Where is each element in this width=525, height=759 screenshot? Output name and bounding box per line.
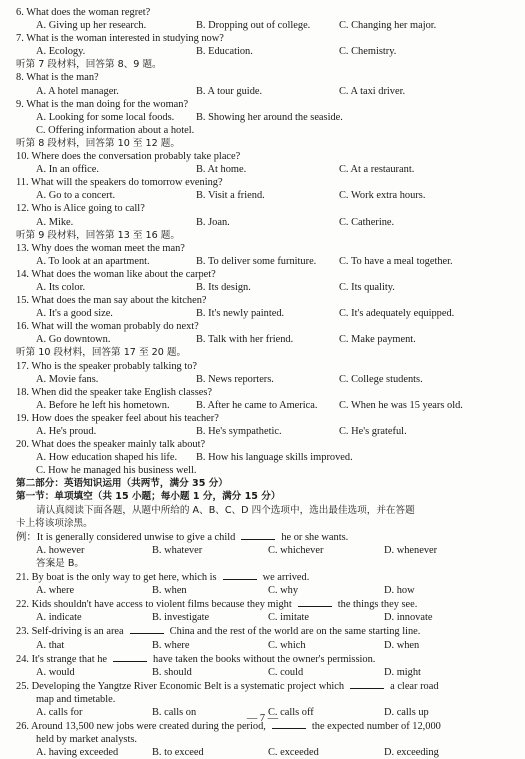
answer-option: B. A tour guide. bbox=[196, 85, 263, 97]
answer-option: B. He's sympathetic. bbox=[196, 426, 282, 437]
answer-option: A. that bbox=[36, 639, 65, 651]
question-text: China and the rest of the world are on the same starting line. bbox=[169, 626, 421, 638]
options-row bbox=[16, 425, 515, 438]
question-line: 17. Who is the speaker probably talking to? bbox=[16, 360, 198, 372]
answer-option: A. however bbox=[36, 544, 85, 556]
answer-option: D. when bbox=[384, 639, 420, 651]
answer-blank bbox=[113, 652, 147, 662]
options-row bbox=[16, 611, 515, 624]
answer-option: D. whenever bbox=[384, 544, 438, 556]
instruction-line: 听第 8 段材料，回答第 10 至 12 题。 bbox=[16, 137, 180, 149]
answer-option: B. Talk with her friend. bbox=[196, 334, 294, 346]
answer-option: B. where bbox=[152, 639, 190, 651]
options-row bbox=[16, 19, 515, 32]
answer-option: B. It's newly painted. bbox=[196, 308, 285, 320]
answer-option: B. to exceed bbox=[152, 747, 204, 759]
options-row bbox=[16, 45, 515, 58]
answer-option: A. where bbox=[36, 585, 75, 597]
answer-option: C. It's adequately equipped. bbox=[339, 308, 455, 320]
blank-question bbox=[16, 679, 515, 693]
option-line: map and timetable. bbox=[36, 693, 116, 705]
example-answer: 答案是 B。 bbox=[36, 557, 85, 569]
section-heading: 第一节：单项填空（共 15 小题；每小题 1 分，满分 15 分） bbox=[16, 491, 281, 503]
answer-blank bbox=[130, 624, 164, 634]
question-line: 19. How does the speaker feel about his teacher? bbox=[16, 412, 219, 424]
question-line: 15. What does the man say about the kitchen? bbox=[16, 295, 207, 307]
answer-option: C. To have a meal together. bbox=[339, 255, 453, 267]
answer-option: C. Work extra hours. bbox=[339, 190, 426, 202]
options-row bbox=[16, 333, 515, 346]
answer-option: A. He's proud. bbox=[36, 426, 97, 437]
option-line: C. How he managed his business well. bbox=[36, 465, 197, 477]
question-line: 20. What does the speaker mainly talk about? bbox=[16, 439, 206, 451]
options-row bbox=[16, 639, 515, 652]
instruction-line: 听第 9 段材料，回答第 13 至 16 题。 bbox=[16, 229, 180, 241]
answer-blank bbox=[350, 679, 384, 689]
options-row bbox=[16, 746, 515, 759]
question-text: 24. It's strange that he bbox=[16, 653, 108, 665]
answer-option: B. investigate bbox=[152, 612, 210, 624]
answer-option: A. Movie fans. bbox=[36, 373, 99, 385]
answer-option: A. Looking for some local foods. bbox=[36, 111, 175, 123]
question-line: 7. What is the woman interested in studying now? bbox=[16, 33, 224, 45]
question-line: 10. Where does the conversation probably take place? bbox=[16, 151, 241, 163]
answer-option: C. Make payment. bbox=[339, 334, 416, 346]
answer-option: B. calls on bbox=[152, 706, 197, 718]
blank-question bbox=[16, 652, 515, 666]
answer-option: B. should bbox=[152, 666, 192, 678]
question-line: 11. What will the speakers do tomorrow evening? bbox=[16, 177, 223, 189]
answer-option: A. Ecology. bbox=[36, 46, 86, 58]
question-text: 23. Self-driving is an area bbox=[16, 626, 124, 638]
answer-option: C. Catherine. bbox=[339, 216, 395, 228]
answer-option: C. Changing her major. bbox=[339, 20, 437, 32]
answer-option: C. which bbox=[268, 639, 306, 651]
answer-option: A. Go to a concert. bbox=[36, 190, 116, 202]
answer-option: B. After he came to America. bbox=[196, 399, 318, 411]
options-row bbox=[16, 163, 515, 176]
answer-option: A. indicate bbox=[36, 612, 82, 624]
answer-option: B. Dropping out of college. bbox=[196, 20, 311, 32]
answer-option: C. Chemistry. bbox=[339, 46, 397, 58]
blank-question bbox=[16, 530, 515, 544]
answer-option: C. When he was 15 years old. bbox=[339, 399, 463, 411]
answer-option: B. How his language skills improved. bbox=[196, 452, 353, 464]
question-text: he or she wants. bbox=[281, 531, 349, 543]
options-row bbox=[16, 451, 515, 464]
page-number: — 7 — bbox=[246, 713, 279, 724]
options-row bbox=[16, 281, 515, 294]
answer-option: A. Its color. bbox=[36, 281, 86, 293]
blank-question bbox=[16, 597, 515, 611]
options-row bbox=[16, 584, 515, 597]
options-row bbox=[16, 666, 515, 679]
answer-option: C. A taxi driver. bbox=[339, 85, 406, 97]
answer-option: A. Go downtown. bbox=[36, 334, 111, 346]
options-row bbox=[16, 255, 515, 268]
question-line: 14. What does the woman like about the carpet? bbox=[16, 268, 216, 280]
answer-option: A. having exceeded bbox=[36, 747, 119, 759]
instruction-line: 请认真阅读下面各题，从题中所给的 A、B、C、D 四个选项中，选出最佳选项，并在答题 bbox=[36, 504, 415, 516]
answer-option: A. To look at an apartment. bbox=[36, 255, 150, 267]
options-row bbox=[16, 307, 515, 320]
answer-option: C. imitate bbox=[268, 612, 309, 624]
question-text: have taken the books without the owner's permission. bbox=[153, 653, 376, 665]
answer-option: B. Joan. bbox=[196, 216, 230, 228]
answer-option: A. A hotel manager. bbox=[36, 85, 119, 97]
answer-option: A. Before he left his hometown. bbox=[36, 399, 170, 411]
answer-option: A. How education shaped his life. bbox=[36, 452, 178, 464]
answer-option: B. News reporters. bbox=[196, 373, 274, 385]
options-row bbox=[16, 216, 515, 229]
answer-option: C. could bbox=[268, 666, 304, 678]
answer-blank bbox=[241, 530, 275, 540]
answer-option: A. It's a good size. bbox=[36, 308, 113, 320]
answer-option: C. calls off bbox=[268, 706, 314, 718]
answer-option: B. Showing her around the seaside. bbox=[196, 111, 343, 123]
question-line: 9. What is the man doing for the woman? bbox=[16, 98, 189, 110]
option-line: C. Offering information about a hotel. bbox=[36, 124, 195, 136]
question-text: the expected number of 12,000 bbox=[311, 721, 441, 733]
options-row bbox=[16, 189, 515, 202]
answer-option: D. how bbox=[384, 585, 415, 597]
question-text: 21. By boat is the only way to get here, which is bbox=[16, 572, 217, 584]
question-text: 例：It is generally considered unwise to give a child bbox=[16, 531, 236, 543]
question-line: 13. Why does the woman meet the man? bbox=[16, 242, 185, 254]
options-row bbox=[16, 111, 515, 124]
answer-option: B. At home. bbox=[196, 164, 247, 176]
answer-option: C. Its quality. bbox=[339, 281, 395, 293]
options-row bbox=[16, 544, 515, 557]
answer-option: C. whichever bbox=[268, 544, 324, 556]
question-text: we arrived. bbox=[262, 572, 310, 584]
question-text: the things they see. bbox=[337, 599, 418, 611]
options-row bbox=[16, 85, 515, 98]
answer-option: A. Mike. bbox=[36, 216, 74, 228]
answer-blank bbox=[223, 570, 257, 580]
instruction-line: 听第 10 段材料，回答第 17 至 20 题。 bbox=[16, 347, 187, 359]
instruction-line: 卡上将该项涂黑。 bbox=[16, 517, 93, 529]
answer-option: A. In an office. bbox=[36, 164, 99, 176]
answer-option: C. exceeded bbox=[268, 747, 319, 759]
answer-option: C. College students. bbox=[339, 373, 423, 385]
answer-option: A. would bbox=[36, 666, 75, 678]
answer-option: B. Visit a friend. bbox=[196, 190, 265, 202]
instruction-line: 听第 7 段材料，回答第 8、9 题。 bbox=[16, 59, 162, 71]
answer-option: B. whatever bbox=[152, 544, 203, 556]
question-text: 26. Around 13,500 new jobs were created during the period, bbox=[16, 721, 266, 733]
question-line: 16. What will the woman probably do next? bbox=[16, 321, 199, 333]
question-text: 22. Kids shouldn't have access to violent films because they might bbox=[16, 599, 292, 611]
question-text: 25. Developing the Yangtze River Economic Belt is a systematic project which bbox=[16, 680, 345, 692]
answer-blank bbox=[298, 597, 332, 607]
question-text: a clear road bbox=[390, 680, 439, 692]
options-row bbox=[16, 399, 515, 412]
question-line: 6. What does the woman regret? bbox=[16, 7, 151, 18]
exam-content bbox=[16, 6, 515, 759]
answer-option: C. He's grateful. bbox=[339, 426, 407, 437]
answer-option: B. To deliver some furniture. bbox=[196, 255, 317, 267]
question-line: 18. When did the speaker take English classes? bbox=[16, 386, 213, 398]
section-heading: 第二部分：英语知识运用（共两节，满分 35 分） bbox=[16, 478, 228, 490]
answer-option: B. Education. bbox=[196, 46, 253, 58]
answer-option: A. calls for bbox=[36, 706, 83, 718]
blank-question bbox=[16, 624, 515, 638]
answer-option: D. exceeding bbox=[384, 747, 439, 759]
question-line: 12. Who is Alice going to call? bbox=[16, 203, 145, 215]
answer-option: B. when bbox=[152, 585, 187, 597]
answer-option: D. might bbox=[384, 666, 421, 678]
answer-option: C. why bbox=[268, 585, 299, 597]
question-line: 8. What is the man? bbox=[16, 72, 99, 84]
option-line: held by market analysts. bbox=[36, 734, 137, 746]
blank-question bbox=[16, 570, 515, 584]
answer-option: B. Its design. bbox=[196, 281, 251, 293]
answer-option: D. calls up bbox=[384, 706, 429, 718]
answer-option: D. innovate bbox=[384, 612, 433, 624]
options-row bbox=[16, 373, 515, 386]
answer-option: A. Giving up her research. bbox=[36, 20, 147, 32]
answer-option: C. At a restaurant. bbox=[339, 164, 415, 176]
